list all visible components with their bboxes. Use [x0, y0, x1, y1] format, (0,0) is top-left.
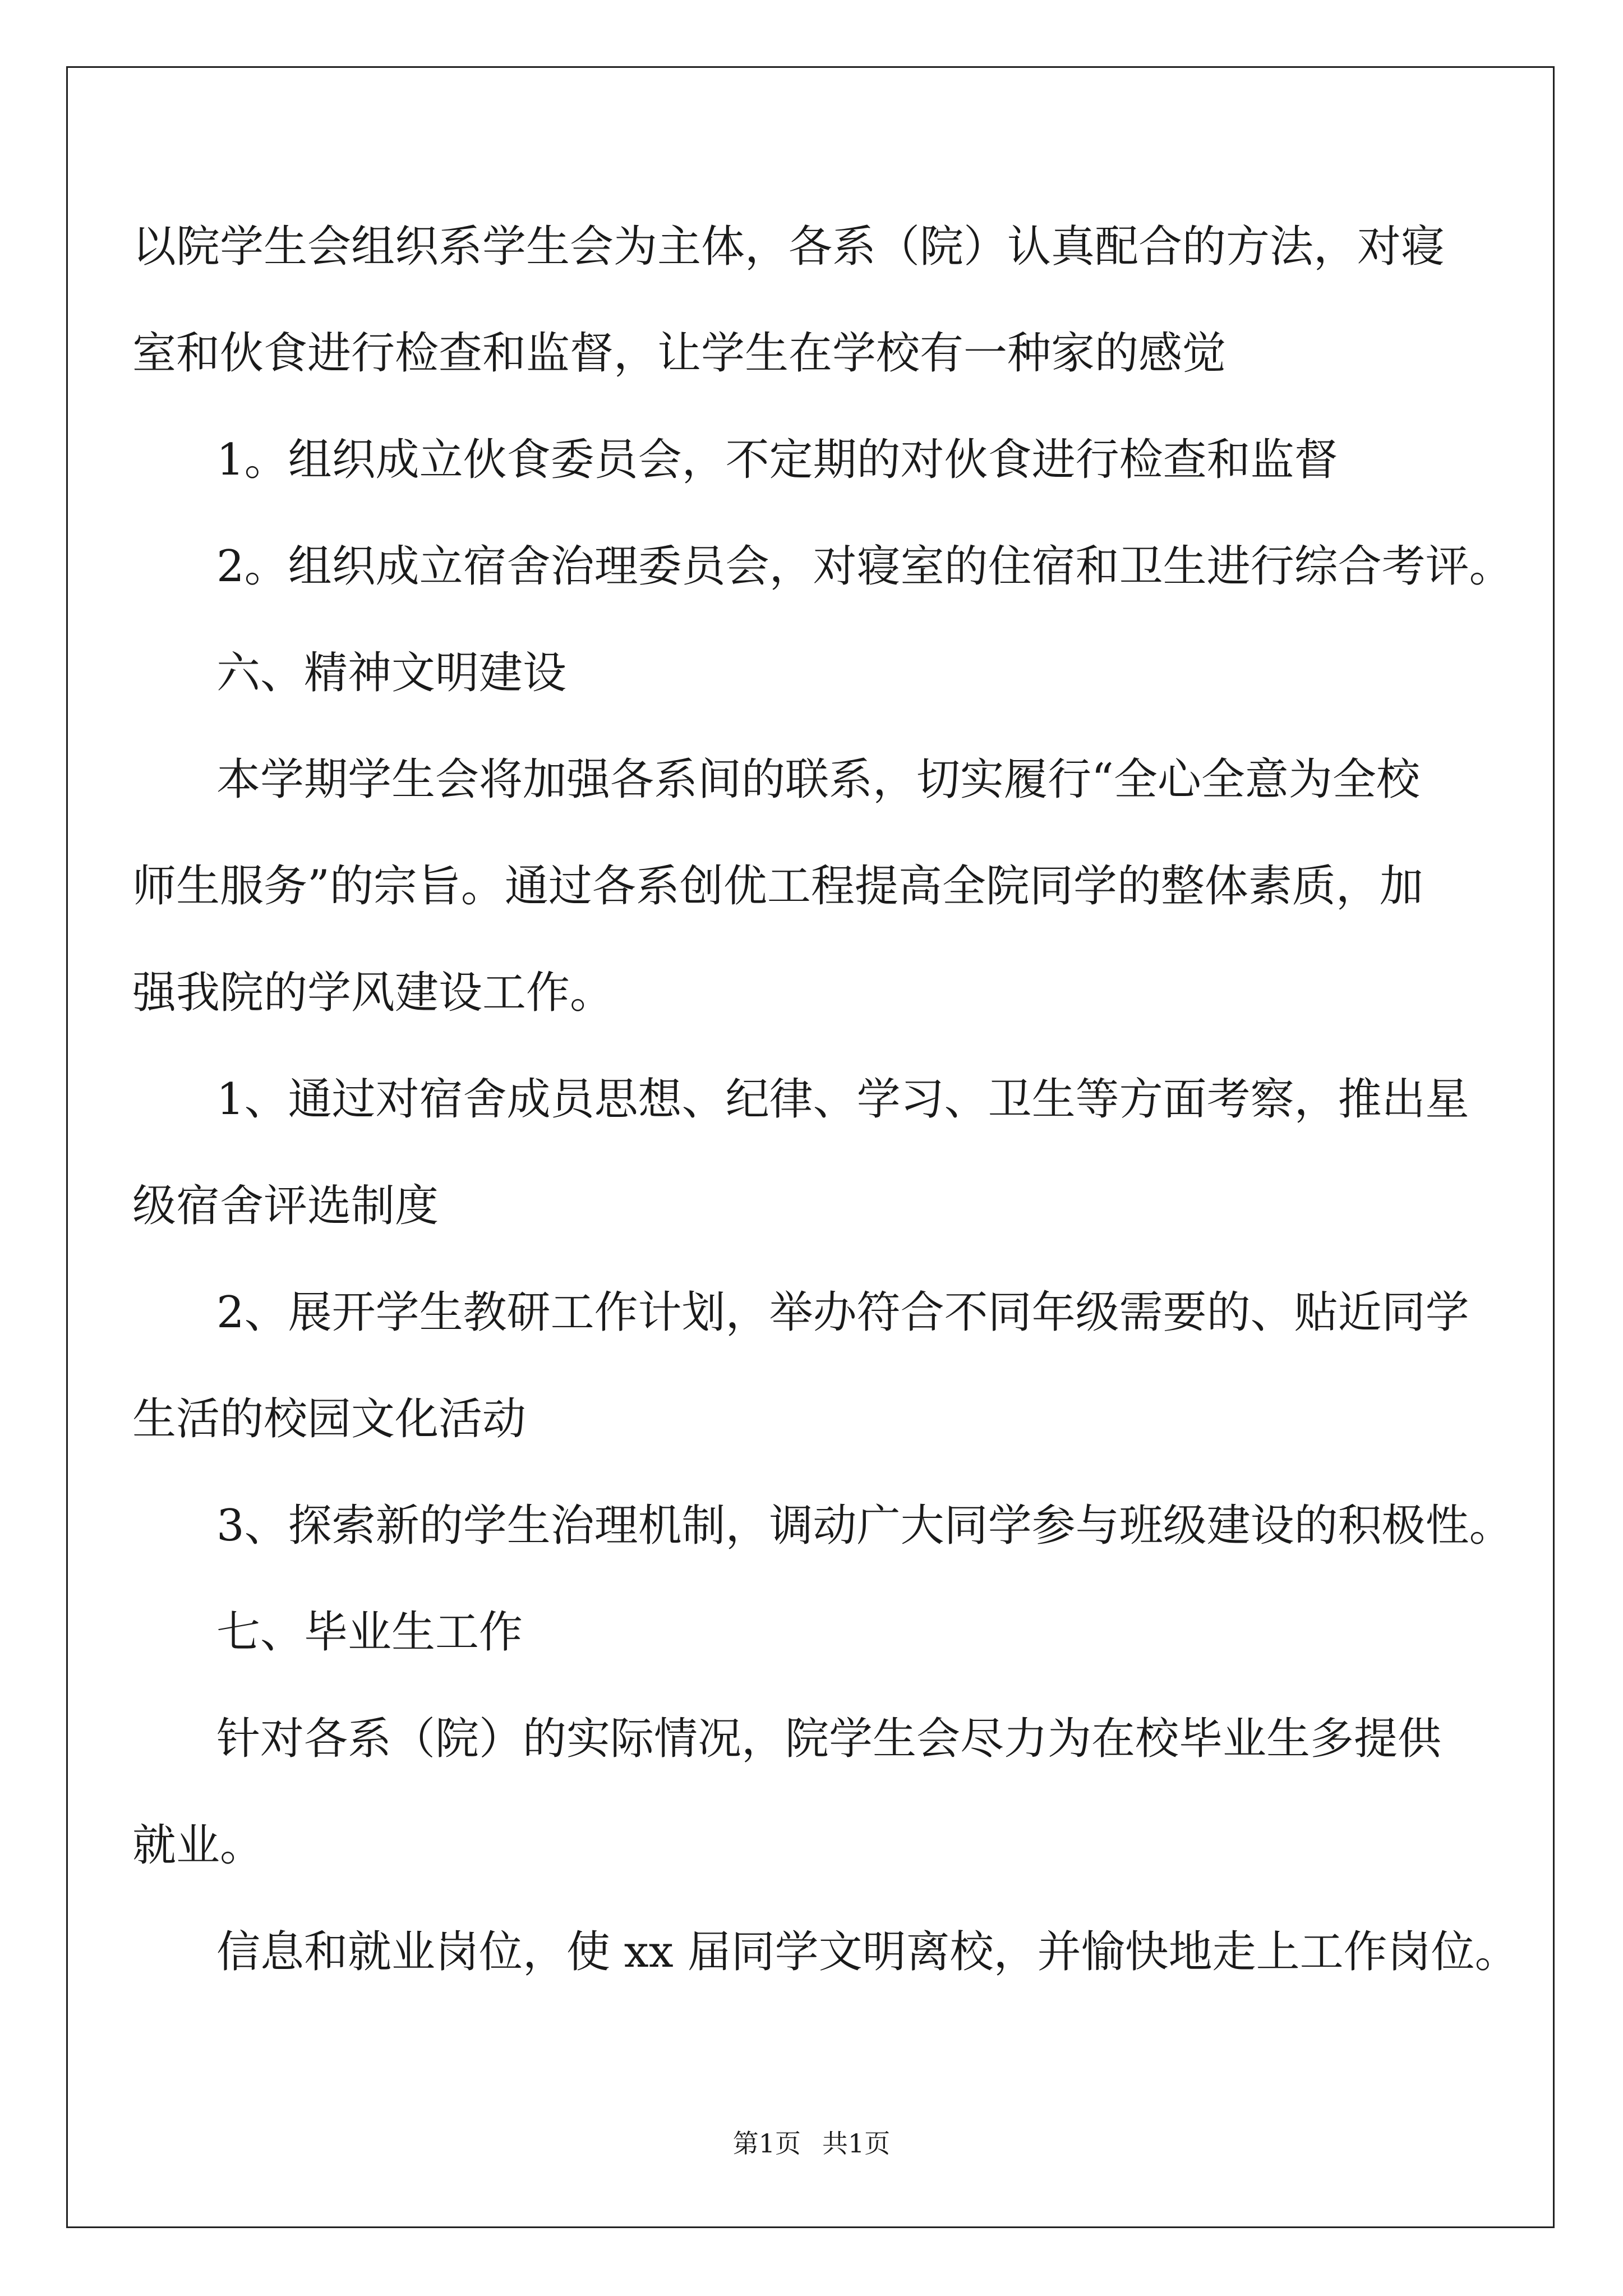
paragraph-1 — [132, 194, 1485, 407]
section-heading: 六、精神文明建设 — [216, 648, 567, 698]
paragraph-6 — [132, 1046, 1485, 1259]
paragraph-line: 1。组织成立伙食委员会，不定期的对伙食进行检查和监督 — [216, 435, 1338, 485]
paragraph-3 — [132, 513, 1513, 620]
paragraph-7 — [132, 1259, 1485, 1473]
page-footer — [0, 2123, 1623, 2160]
paragraph-line: 就业。 — [132, 1820, 264, 1871]
paragraph-line: 以院学生会组织系学生会为主体，各系（院）认真配合的方法，对寝 — [132, 222, 1445, 272]
paragraph-line: 针对各系（院）的实际情况，院学生会尽力为在校毕业生多提供 — [216, 1714, 1442, 1764]
paragraph-line: 2、展开学生教研工作计划，举办符合不同年级需要的、贴近同学 — [216, 1287, 1469, 1338]
page-number-total: 共1页 — [822, 2128, 891, 2159]
paragraph-line: 本学期学生会将加强各系间的联系，切实履行“全心全意为全校 — [216, 754, 1420, 805]
section-heading: 七、毕业生工作 — [216, 1607, 523, 1658]
section-heading-6 — [132, 620, 1485, 726]
paragraph-8 — [132, 1473, 1513, 1579]
paragraph-line: 2。组织成立宿舍治理委员会，对寝室的住宿和卫生进行综合考评。 — [216, 541, 1513, 592]
section-heading-7 — [132, 1579, 1485, 1686]
paragraph-line: 师生服务”的宗旨。通过各系创优工程提高全院同学的整体素质，加 — [132, 861, 1423, 912]
paragraph-10 — [132, 1686, 1485, 1899]
paragraph-line: 3、探索新的学生治理机制，调动广大同学参与班级建设的积极性。 — [216, 1501, 1513, 1551]
paragraph-line: 室和伙食进行检查和监督，让学生在学校有一种家的感觉 — [132, 328, 1227, 379]
page-number-current: 第1页 — [732, 2128, 801, 2159]
paragraph-line: 级宿舍评选制度 — [132, 1181, 439, 1231]
paragraph-2 — [132, 407, 1485, 513]
paragraph-line: 生活的校园文化活动 — [132, 1394, 527, 1444]
paragraph-5 — [132, 726, 1485, 1046]
paragraph-line: 强我院的学风建设工作。 — [132, 968, 614, 1018]
paragraph-line: 信息和就业岗位，使 xx 届同学文明离校，并愉快地走上工作岗位。 — [216, 1927, 1519, 1977]
paragraph-line: 1、通过对宿舍成员思想、纪律、学习、卫生等方面考察，推出星 — [216, 1074, 1469, 1125]
paragraph-11 — [132, 1899, 1519, 2005]
